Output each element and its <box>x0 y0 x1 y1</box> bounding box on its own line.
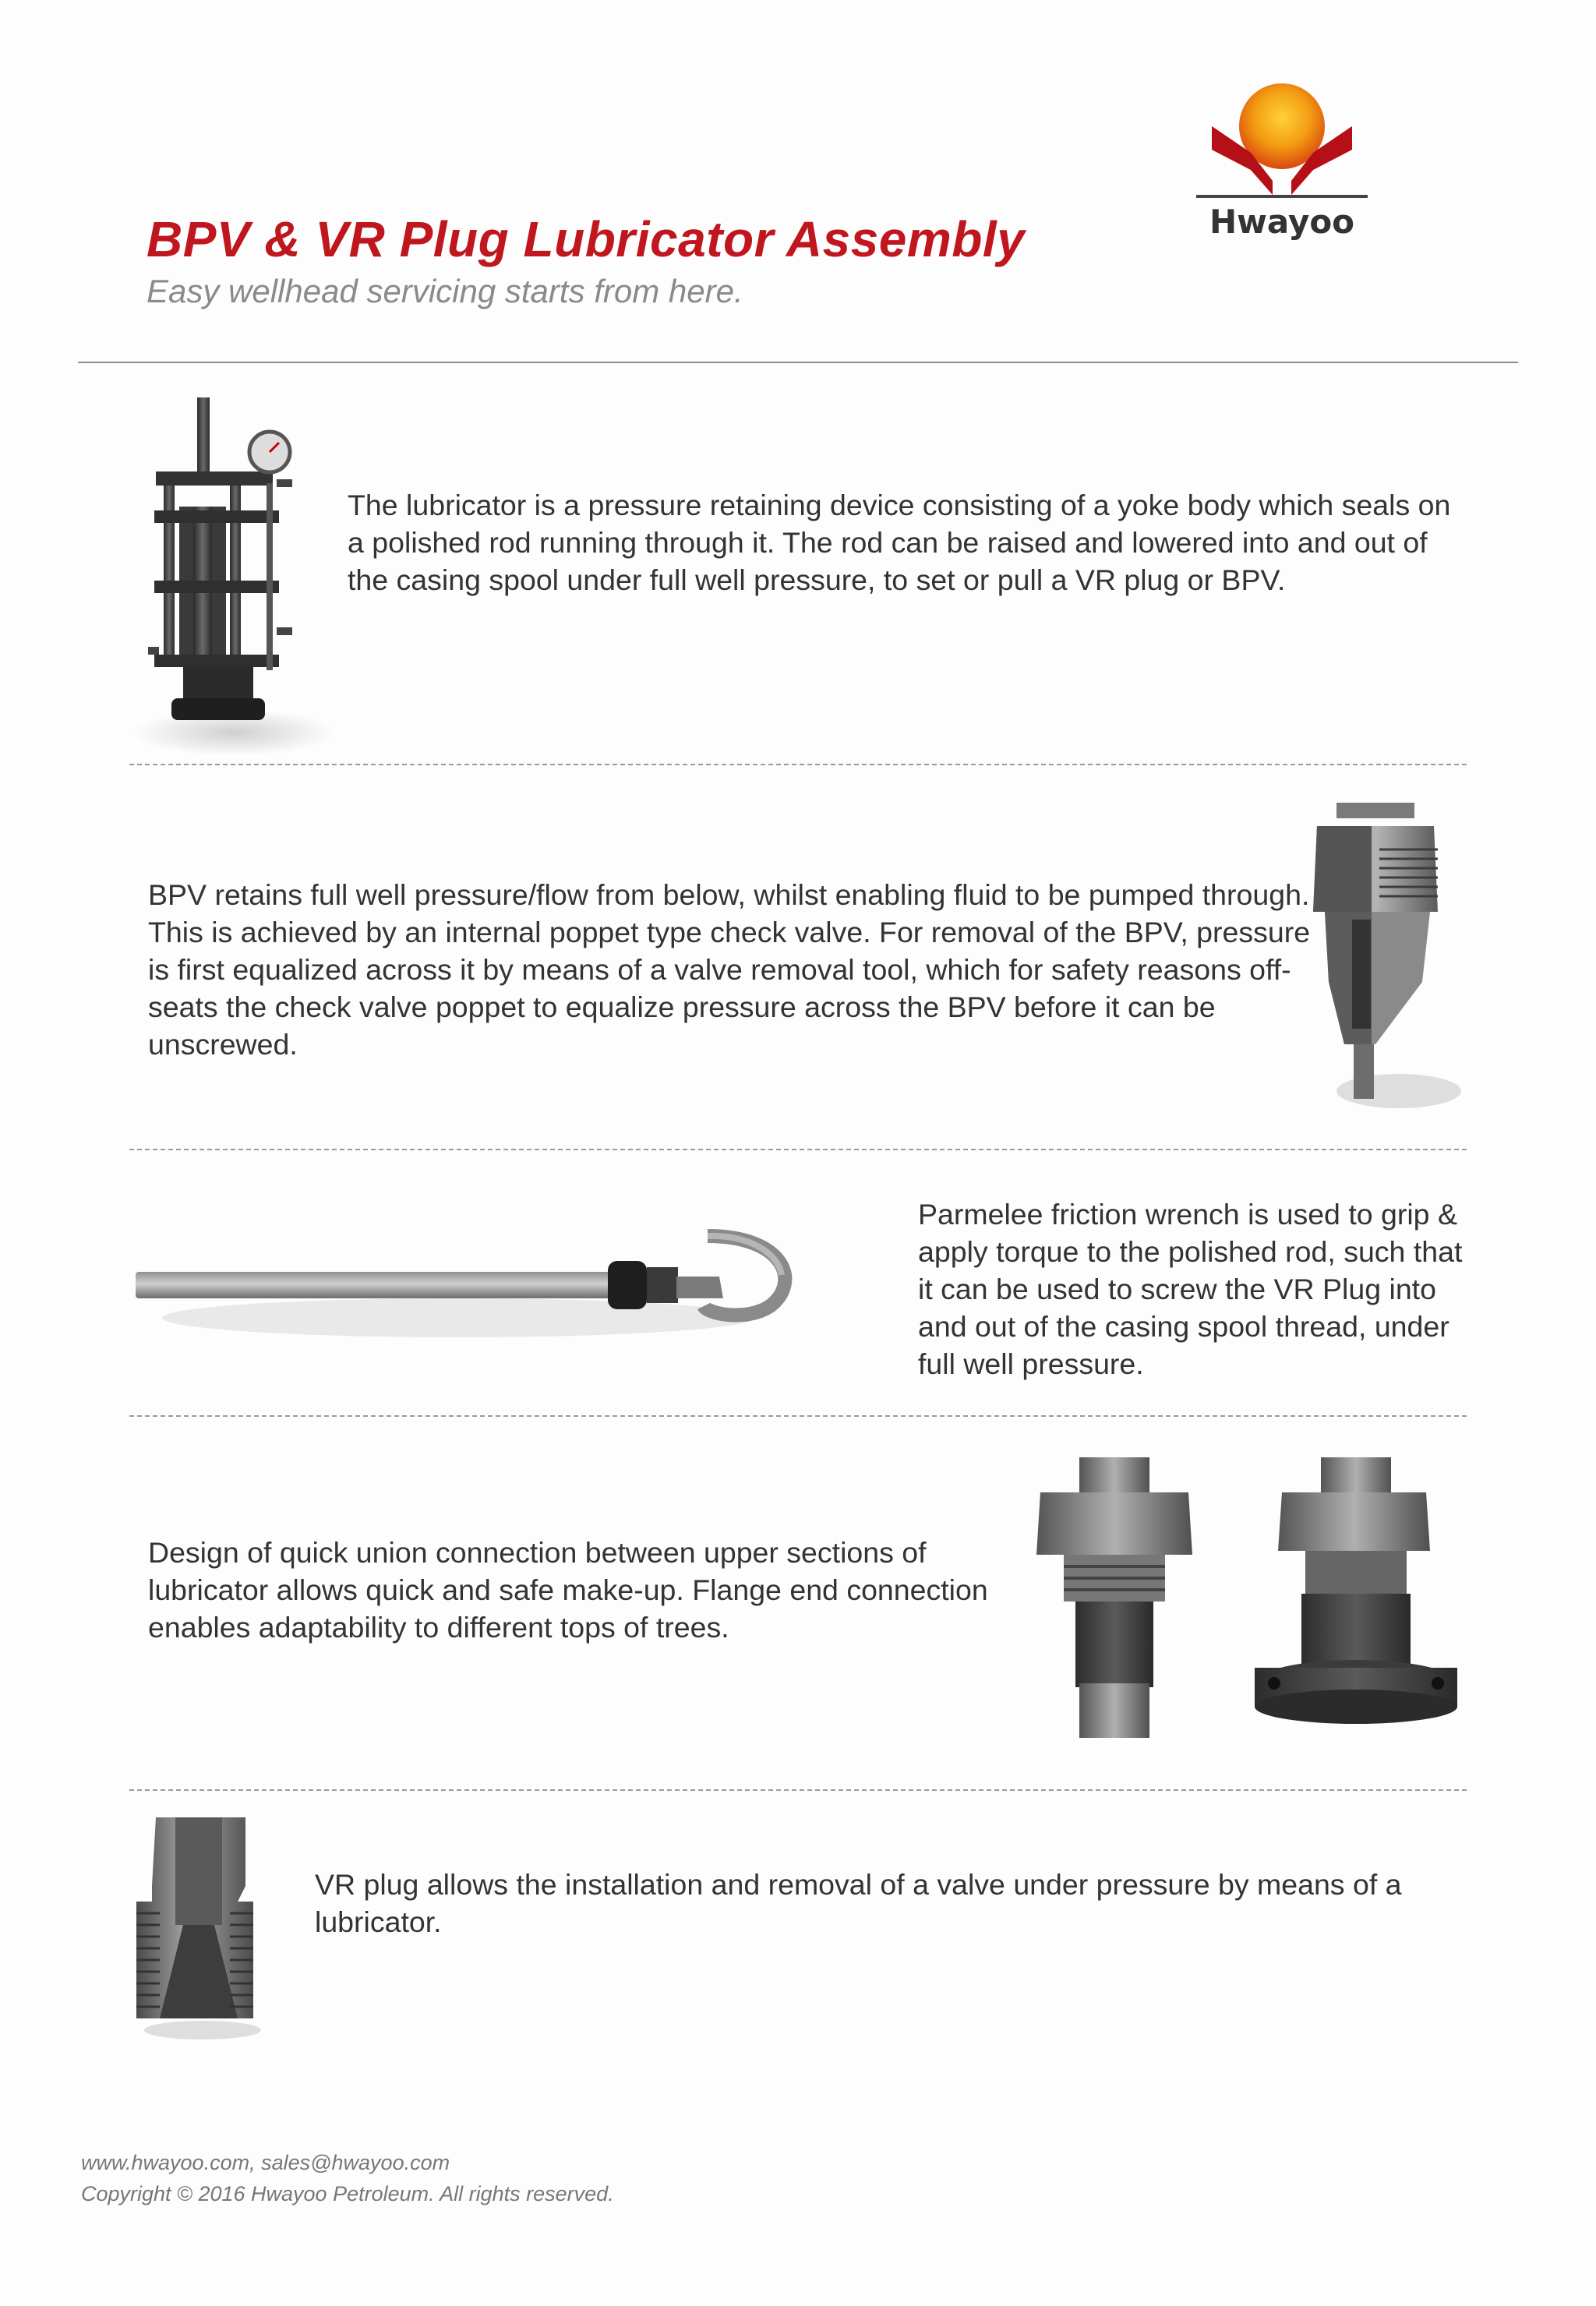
footer-copyright: Copyright © 2016 Hwayoo Petroleum. All rights reserved. <box>81 2182 614 2205</box>
logo-text: Hwayoo <box>1209 203 1355 241</box>
wrench-description: Parmelee friction wrench is used to grip & apply torque to the polished rod, such that it can be used to screw the VR Plug into and out of the casing spool thread, under full well pressure. <box>918 1198 1463 1380</box>
page-title: BPV & VR Plug Lubricator Assembly <box>147 211 1026 267</box>
section-divider <box>129 1149 1467 1150</box>
section-divider <box>129 764 1467 765</box>
lubricator-assembly-illustration <box>117 390 343 764</box>
quick-union-flange-illustration <box>1033 1450 1492 1746</box>
bpv-cutaway-illustration <box>1298 795 1477 1114</box>
bpv-description: BPV retains full well pressure/flow from below, whilst enabling fluid to be pumped through. This is achieved by an internal poppet type check valve. For removal of the BPV, pressure is first equalized across it by means of a valve removal tool, which for safety reasons off-seats the check valve poppet to equalize pressure across the BPV before it can be unscrewed. <box>148 878 1311 1061</box>
section-divider <box>129 1415 1467 1417</box>
parmelee-wrench-illustration <box>131 1220 817 1353</box>
page-subtitle: Easy wellhead servicing starts from here. <box>147 273 743 309</box>
header-divider <box>78 362 1518 363</box>
vr-plug-illustration <box>129 1808 269 2042</box>
footer-contact: www.hwayoo.com, sales@hwayoo.com <box>81 2151 450 2174</box>
section-divider <box>129 1789 1467 1791</box>
vr-plug-description: VR plug allows the installation and removal of a valve under pressure by means of a lubricator. <box>315 1868 1402 1938</box>
company-logo <box>1196 78 1368 257</box>
logo-mark-icon <box>1196 78 1368 203</box>
union-description: Design of quick union connection between upper sections of lubricator allows quick and safe make-up. Flange end connection enables adaptability to different tops of trees. <box>148 1536 988 1644</box>
lubricator-description: The lubricator is a pressure retaining device consisting of a yoke body which seals on a polished rod running through it. The rod can be raised and lowered into and out of the casing spool under full well pressure, to set or pull a VR plug or BPV. <box>348 489 1451 596</box>
